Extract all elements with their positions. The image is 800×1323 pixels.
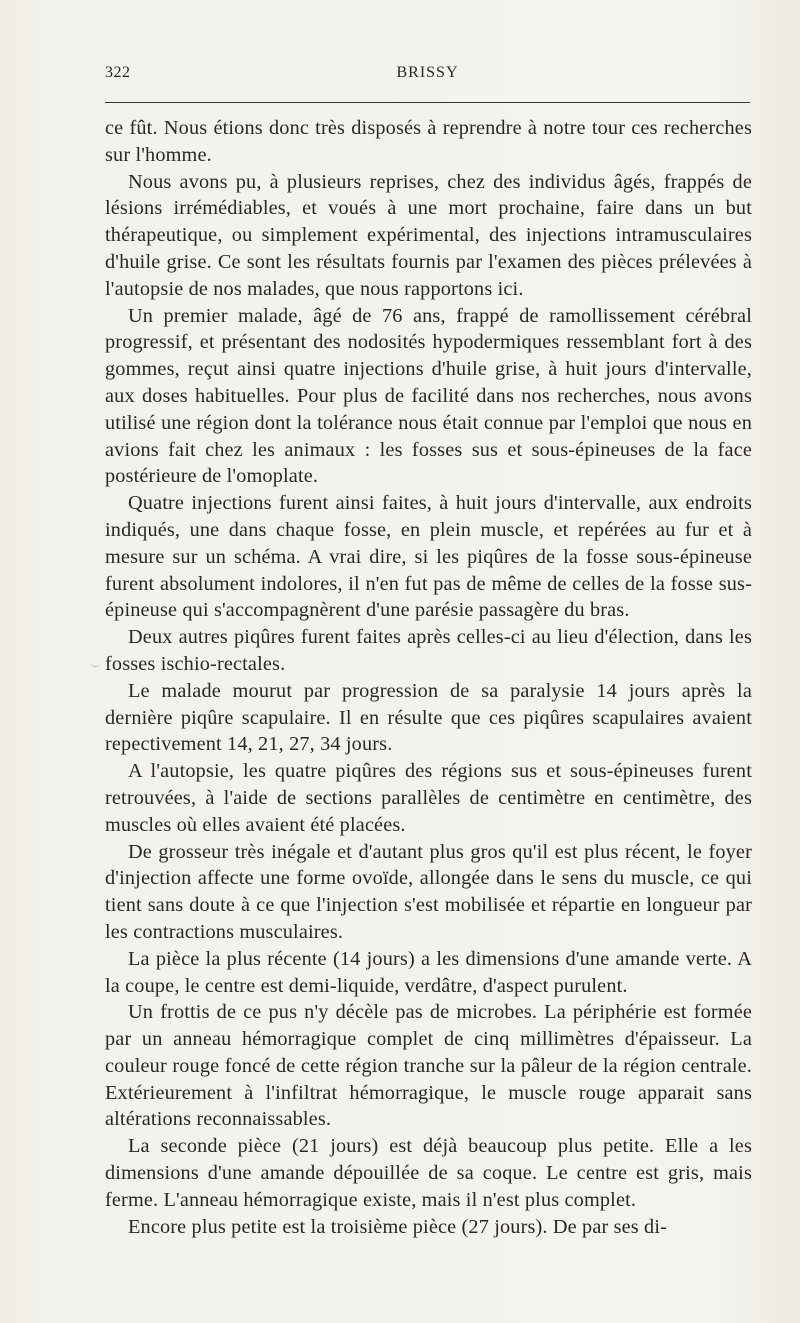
paragraph: La pièce la plus récente (14 jours) a les dimensions d'une amande verte. A la coupe, le centre est demi-liquide, verdâtre, d'aspect purulent. [105, 947, 752, 997]
paragraph: De grosseur très inégale et d'autant plus gros qu'il est plus récent, le foyer d'injection affecte une forme ovoïde, allongée dans le sens du muscle, ce qui tient sans doute à ce que l'injection s'est mobilisée et répartie en longueur par les contractions musculaires. [105, 840, 752, 943]
body-text [105, 115, 752, 1240]
paragraph: A l'autopsie, les quatre piqûres des régions sus et sous-épineuses furent retrouvées, à l'aide de sections parallèles de centimètre en centimètre, des muscles où elles avaient été placées. [105, 760, 752, 836]
paragraph: ce fût. Nous étions donc très disposés à reprendre à notre tour ces recherches sur l'homme. [105, 117, 752, 166]
paragraph: Le malade mourut par progression de sa paralysie 14 jours après la dernière piqûre scapulaire. Il en résulte que ces piqûres scapulaires avaient repectivement 14, 21, 27, 34 jours. [105, 679, 752, 756]
paragraph: Deux autres piqûres furent faites après celles-ci au lieu d'élection, dans les fosses ischio-rectales. [105, 626, 752, 675]
running-head: BRISSY [396, 64, 459, 81]
page-number: 322 [105, 64, 131, 81]
paragraph: Un premier malade, âgé de 76 ans, frappé de ramollissement cérébral progressif, et présentant des nodosités hypodermiques ressemblant fort à des gommes, reçut ainsi quatre injections d'huile grise, à huit jours d'intervalle, aux doses habituelles. Pour plus de facilité dans nos recherches, nous avons utilisé une région dont la tolérance nous était connue par l'emploi que nous en avions fait chez les animaux : les fosses sus et sous-épineuses de la face postérieure de l'omoplate. [105, 304, 752, 488]
header-rule [105, 102, 750, 103]
page-header [105, 64, 750, 94]
margin-mark [90, 660, 100, 667]
paragraph: Encore plus petite est la troisième pièce (27 jours). De par ses di- [128, 1215, 668, 1238]
paragraph: Nous avons pu, à plusieurs reprises, chez des individus âgés, frappés de lésions irrémédiables, et voués à une mort prochaine, faire dans un but thérapeutique, ou simplement expérimental, des injections intramusculaires d'huile grise. Ce sont les résultats fournis par l'examen des pièces prélevées à l'autopsie de nos malades, que nous rapportons ici. [105, 170, 752, 300]
paragraph: La seconde pièce (21 jours) est déjà beaucoup plus petite. Elle a les dimensions d'une amande dépouillée de sa coque. Le centre est gris, mais ferme. L'anneau hémorragique existe, mais il n'est plus complet. [105, 1135, 752, 1211]
paragraph: Quatre injections furent ainsi faites, à huit jours d'intervalle, aux endroits indiqués, une dans chaque fosse, en plein muscle, et repérées au fur et à mesure sur un schéma. A vrai dire, si les piqûres de la fosse sous-épineuse furent absolument indolores, il n'en fut pas de même de celles de la fosse sus-épineuse qui s'accompagnèrent d'une parésie passagère du bras. [105, 492, 752, 622]
paragraph: Un frottis de ce pus n'y décèle pas de microbes. La périphérie est formée par un anneau hémorragique complet de cinq millimètres d'épaisseur. La couleur rouge foncé de cette région tranche sur la pâleur de la région centrale. Extérieurement à l'infiltrat hémorragique, le muscle rouge apparait sans altérations reconnaissables. [105, 1001, 752, 1131]
